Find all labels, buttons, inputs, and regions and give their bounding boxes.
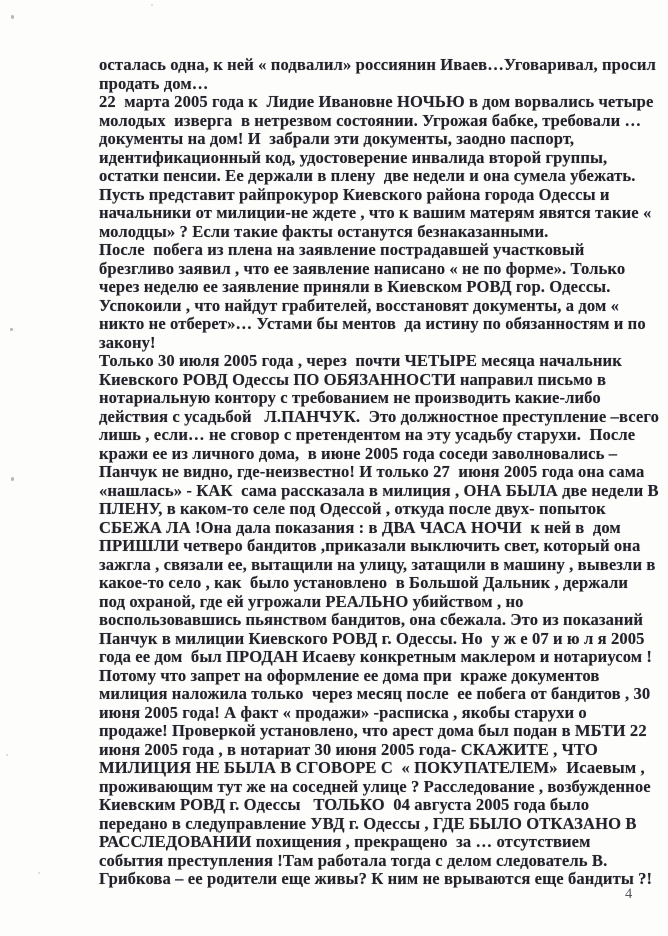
text-line: Киевским РОВД г. Одессы ТОЛЬКО 04 августа 2005 года было xyxy=(99,795,590,814)
text-line: начальники от милиции-не ждете , что к вашим матерям явятся такие « xyxy=(99,203,652,222)
text-line: «нашлась» - КАК сама рассказала в милиция , ОНА БЫЛА две недели В xyxy=(99,480,659,500)
text-line: события преступления !Там работала тогда с делом следователь В. xyxy=(99,850,608,870)
text-line: воспользовавшись пьянством бандитов, она сбежала. Это из показаний xyxy=(99,610,644,629)
text-line: СБЕЖА ЛА !Она дала показания : в ДВА ЧАСА НОЧИ к ней в дом xyxy=(99,517,621,537)
text-line: После побега из плена на заявление пострадавшей участковый xyxy=(99,240,585,259)
text-line: никто не отберет»… Устами бы ментов да истину по обязанностям и по xyxy=(99,314,646,333)
text-line: через неделю ее заявление приняли в Киевском РОВД гор. Одессы. xyxy=(99,277,611,296)
text-line: июня 2005 года! А факт « продажи» -расписка , якобы старухи о xyxy=(99,702,587,722)
text-line: РАССЛЕДОВАНИИ похищения , прекращено за … отсутствием xyxy=(99,832,591,851)
text-line: ПРИШЛИ четверо бандитов ,приказали выключить свет, который она xyxy=(99,536,641,555)
text-line: МИЛИЦИЯ НЕ БЫЛА В СГОВОРЕ С « ПОКУПАТЕЛЕМ» Исаевым , xyxy=(99,758,645,777)
text-line: закону! xyxy=(99,332,156,352)
text-line: молодых изверга в нетрезвом состоянии. Угрожая бабке, требовали … xyxy=(99,110,642,130)
scan-speck xyxy=(6,754,8,756)
text-line: Панчук в милиции Киевского РОВД г. Одессы. Но у ж е 07 и ю л я 2005 xyxy=(99,628,645,648)
text-line: Потому что запрет на оформление ее дома при краже документов xyxy=(99,665,600,685)
text-line: Пусть представит райпрокурор Киевского района города Одессы и xyxy=(99,184,610,204)
page-number: 4 xyxy=(625,886,633,902)
text-line: документы на дом! И забрали эти документы, заодно паспорт, xyxy=(99,129,575,148)
text-line: остатки пенсии. Ее держали в плену две недели и она сумела убежать. xyxy=(99,166,636,185)
text-line: Панчук не видно, где-неизвестно! И только 27 июня 2005 года она сама xyxy=(99,462,645,481)
text-line: Грибкова – ее родители еще живы? К ним не врываются еще бандиты ?! xyxy=(99,869,653,888)
text-line: брезгливо заявил , что ее заявление написано « не по форме». Только xyxy=(99,258,626,278)
text-line: 22 марта 2005 года к Лидие Ивановне НОЧЬЮ в дом ворвались четыре xyxy=(99,92,654,111)
text-line: нотариальную контору с требованием не производить какие-либо xyxy=(99,388,601,407)
text-line: молодцы» ? Если такие факты останутся безнаказанными. xyxy=(99,221,549,241)
document-text xyxy=(99,55,659,889)
text-line: под охраной, где ей угрожали РЕАЛЬНО убийством , но xyxy=(99,591,524,611)
scan-speck xyxy=(38,872,40,874)
text-line: идентификационный код, удостоверение инвалида второй группы, xyxy=(99,147,608,167)
text-line: Киевского РОВД Одессы ПО ОБЯЗАННОСТИ направил письмо в xyxy=(99,369,607,389)
scan-speck xyxy=(151,4,153,6)
scan-speck xyxy=(11,15,14,19)
text-line: продать дом… xyxy=(99,73,209,93)
text-line: осталась одна, к ней « подвалил» россиянин Иваев…Уговаривал, просил xyxy=(99,55,656,74)
text-line: проживающим тут же на соседней улице ? Расследование , возбужденное xyxy=(99,776,651,796)
text-line: ПЛЕНУ, в каком-то селе под Одессой , откуда после двух- попыток xyxy=(99,499,606,518)
scan-speck xyxy=(10,328,13,331)
text-line: зажгла , связали ее, вытащили на улицу, затащили в машину , вывезли в xyxy=(99,554,656,574)
text-line: передано в следуправление УВД г. Одессы , ГДЕ БЫЛО ОТКАЗАНО В xyxy=(99,813,637,833)
text-line: продаже! Проверкой установлено, что арест дома был подан в МБТИ 22 xyxy=(99,721,647,740)
text-line: Успокоили , что найдут грабителей, восстановят документы, а дом « xyxy=(99,295,620,315)
text-line: какое-то село , как было установлено в Большой Дальник , держали xyxy=(99,573,629,592)
text-line: милиция наложила только через месяц после ее побега от бандитов , 30 xyxy=(99,684,651,703)
text-line: Только 30 июля 2005 года , через почти ЧЕТЫРЕ месяца начальник xyxy=(99,351,622,370)
text-line: кражи ее из личного дома, в июне 2005 года соседи заволновались – xyxy=(99,443,618,463)
text-line: года ее дом был ПРОДАН Исаеву конкретным маклером и нотариусом ! xyxy=(99,647,653,666)
text-line: действия с усадьбой Л.ПАНЧУК. Это должностное преступление –всего xyxy=(99,406,659,426)
text-line: июня 2005 года , в нотариат 30 июня 2005 года- СКАЖИТЕ , ЧТО xyxy=(99,739,598,759)
scan-speck xyxy=(11,477,14,481)
text-line: лишь , если… не сговор с претендентом на эту усадьбу старухи. После xyxy=(99,425,636,444)
